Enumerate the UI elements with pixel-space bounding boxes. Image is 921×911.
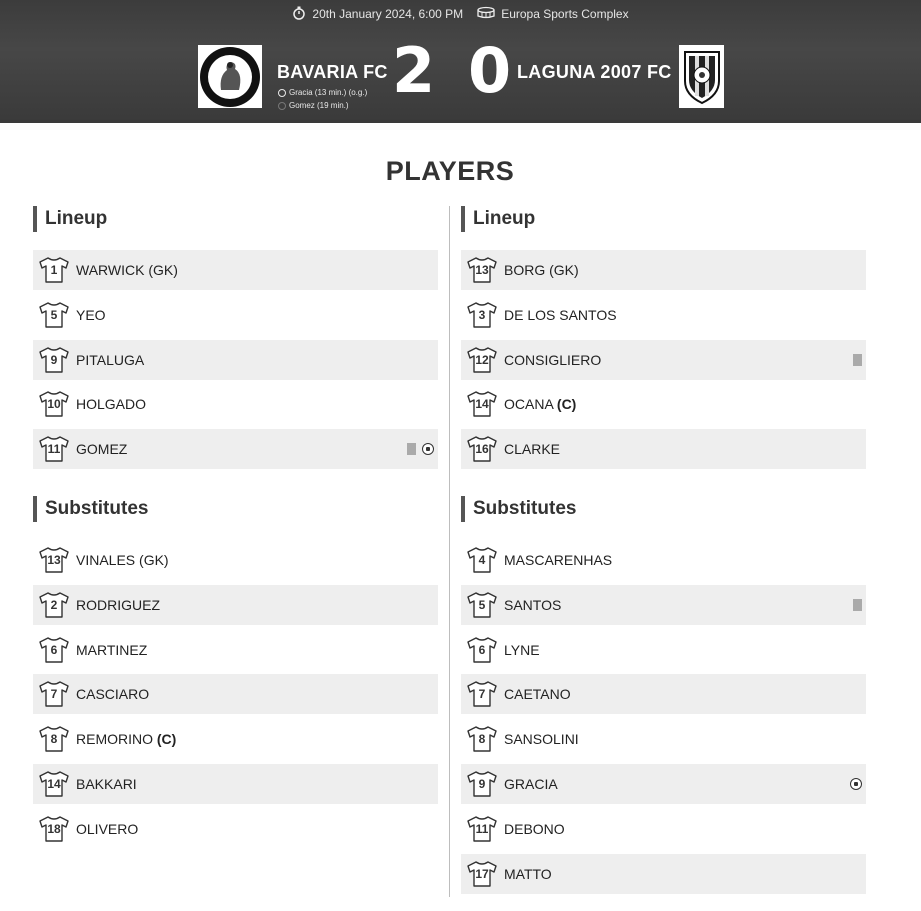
stopwatch-icon <box>292 6 312 23</box>
player-name[interactable] <box>504 552 612 568</box>
player-events <box>847 585 862 625</box>
ball-icon <box>278 102 286 110</box>
player-name[interactable] <box>504 352 601 368</box>
player-name-text: LYNE <box>504 641 540 658</box>
home-players-column <box>33 206 438 906</box>
player-row[interactable] <box>33 429 438 469</box>
home-team-crest[interactable] <box>198 45 262 108</box>
shirt-icon <box>39 771 69 797</box>
shirt-icon <box>39 547 69 573</box>
away-team-crest[interactable] <box>679 45 724 108</box>
scorer-text: Gracia (13 min.) (o.g.) <box>289 88 368 97</box>
substitutes-heading: Substitutes <box>33 496 148 522</box>
shirt-icon <box>39 436 69 462</box>
player-row[interactable] <box>461 630 866 670</box>
player-row[interactable] <box>461 719 866 759</box>
shirt-icon <box>39 637 69 663</box>
player-name[interactable] <box>504 642 540 658</box>
shirt-number: 17 <box>475 866 489 881</box>
player-name-text: BORG (GK) <box>504 262 579 278</box>
shirt-icon <box>467 592 497 618</box>
player-name[interactable] <box>76 642 147 658</box>
shirt-number: 11 <box>47 442 61 457</box>
player-row[interactable] <box>461 429 866 469</box>
player-row[interactable] <box>461 540 866 580</box>
player-name-text: GOMEZ <box>76 441 128 458</box>
player-name-text: CLARKE <box>504 441 561 458</box>
shirt-number: 5 <box>478 597 486 612</box>
player-row[interactable] <box>33 809 438 849</box>
player-row[interactable] <box>33 340 438 380</box>
player-name-text: WARWICK (GK) <box>76 262 178 278</box>
player-row[interactable] <box>461 340 866 380</box>
shirt-icon <box>467 637 497 663</box>
player-name-text: SANTOS <box>504 596 562 613</box>
lineup-heading: Lineup <box>33 206 107 232</box>
scorer-entry <box>278 99 367 112</box>
shirt-number: 14 <box>475 397 489 412</box>
player-name[interactable] <box>504 441 560 457</box>
player-events <box>844 764 862 804</box>
player-row[interactable] <box>461 295 866 335</box>
player-row[interactable] <box>461 585 866 625</box>
player-name[interactable] <box>504 776 558 792</box>
player-name-text: VINALES (GK) <box>76 552 169 568</box>
away-score: 0 <box>468 34 512 107</box>
shirt-number: 8 <box>478 732 486 747</box>
card-icon <box>853 599 862 611</box>
player-row[interactable] <box>461 854 866 894</box>
player-row[interactable] <box>33 295 438 335</box>
home-team-name[interactable]: BAVARIA FC <box>277 62 388 82</box>
shirt-number: 5 <box>50 307 58 322</box>
player-row[interactable] <box>33 719 438 759</box>
shirt-icon <box>467 816 497 842</box>
player-name[interactable] <box>76 552 169 568</box>
away-team-name[interactable]: LAGUNA 2007 FC <box>517 62 672 82</box>
shirt-number: 16 <box>475 442 489 457</box>
player-name-text: DE LOS SANTOS <box>504 306 617 323</box>
player-name-text: BAKKARI <box>76 776 137 792</box>
shirt-number: 10 <box>47 397 61 412</box>
shirt-icon <box>467 347 497 373</box>
goal-ball-icon <box>850 778 862 790</box>
scorer-text: Gomez (19 min.) <box>289 101 349 110</box>
match-venue-text: Europa Sports Complex <box>501 7 629 21</box>
player-row[interactable] <box>461 250 866 290</box>
match-header <box>0 0 921 123</box>
player-name-text: RODRIGUEZ <box>76 596 160 613</box>
player-row[interactable] <box>461 809 866 849</box>
bavaria-crest-icon <box>199 46 261 108</box>
player-name[interactable] <box>76 396 146 412</box>
shirt-icon <box>467 771 497 797</box>
shirt-number: 3 <box>478 307 486 322</box>
shirt-icon <box>467 391 497 417</box>
ball-icon <box>278 89 286 97</box>
player-name[interactable] <box>76 686 149 702</box>
player-name-text: OLIVERO <box>76 820 139 837</box>
player-name-text: OCANA <box>504 396 554 413</box>
shirt-icon <box>467 726 497 752</box>
player-name[interactable] <box>504 821 565 837</box>
player-name[interactable] <box>504 396 576 412</box>
shirt-icon <box>467 547 497 573</box>
player-row[interactable] <box>461 764 866 804</box>
shirt-number: 12 <box>475 352 489 367</box>
player-row[interactable] <box>33 630 438 670</box>
column-divider <box>449 206 450 897</box>
match-venue <box>477 6 628 23</box>
player-row[interactable] <box>33 384 438 424</box>
shirt-number: 4 <box>478 553 486 567</box>
player-name-text: REMORINO <box>76 731 153 748</box>
shirt-icon <box>39 592 69 618</box>
player-row[interactable] <box>461 384 866 424</box>
player-name[interactable] <box>76 731 176 747</box>
home-scorers <box>278 86 367 112</box>
shirt-icon <box>467 436 497 462</box>
lineup-heading: Lineup <box>461 206 535 232</box>
player-name-text: SANSOLINI <box>504 731 579 748</box>
players-title: PLAYERS <box>385 156 515 186</box>
player-name[interactable] <box>76 262 178 278</box>
player-name[interactable] <box>76 307 106 323</box>
card-icon <box>407 443 416 455</box>
card-icon <box>853 354 862 366</box>
player-name[interactable] <box>504 731 579 747</box>
shirt-number: 7 <box>478 687 486 702</box>
player-name[interactable] <box>504 686 571 702</box>
home-score: 2 <box>392 34 436 107</box>
shirt-number: 14 <box>47 777 61 791</box>
match-meta <box>0 5 921 23</box>
player-name[interactable] <box>504 597 561 613</box>
shirt-icon <box>39 302 69 328</box>
away-players-column <box>461 206 866 906</box>
shirt-number: 13 <box>475 263 489 277</box>
player-name-text: HOLGADO <box>76 396 147 413</box>
shirt-icon <box>39 726 69 752</box>
player-name[interactable] <box>504 307 617 323</box>
match-datetime-text: 20th January 2024, 6:00 PM <box>312 7 464 21</box>
shirt-number: 9 <box>478 777 486 791</box>
player-name[interactable] <box>76 441 127 457</box>
shirt-icon <box>467 861 497 887</box>
shirt-icon <box>39 681 69 707</box>
player-row[interactable] <box>33 540 438 580</box>
player-name[interactable] <box>76 597 160 613</box>
player-name[interactable] <box>504 262 579 278</box>
shirt-number: 6 <box>50 642 58 657</box>
player-name-text: CONSIGLIERO <box>504 351 602 368</box>
shirt-number: 6 <box>478 642 486 657</box>
substitutes-heading: Substitutes <box>461 496 576 522</box>
shirt-number: 7 <box>50 687 58 702</box>
goal-ball-icon <box>422 443 434 455</box>
player-name-text: DEBONO <box>504 820 565 837</box>
scorer-entry <box>278 86 367 99</box>
player-row[interactable] <box>33 674 438 714</box>
player-name[interactable] <box>76 352 144 368</box>
shirt-icon <box>39 816 69 842</box>
player-name-text: PITALUGA <box>76 351 145 368</box>
player-name-text: CASCIARO <box>76 686 150 703</box>
player-row[interactable] <box>33 250 438 290</box>
player-row[interactable] <box>33 764 438 804</box>
player-name-text: MASCARENHAS <box>504 552 613 568</box>
player-events <box>847 340 862 380</box>
player-row[interactable] <box>461 674 866 714</box>
shirt-number: 8 <box>50 732 58 747</box>
captain-badge: (C) <box>556 396 577 413</box>
shirt-number: 18 <box>47 821 61 836</box>
player-name[interactable] <box>76 776 137 792</box>
shirt-icon <box>467 302 497 328</box>
player-name-text: YEO <box>76 306 106 323</box>
player-name-text: MARTINEZ <box>76 641 148 658</box>
player-name[interactable] <box>504 866 552 882</box>
match-datetime <box>292 6 463 23</box>
player-events <box>401 429 434 469</box>
player-name-text: CAETANO <box>504 686 571 703</box>
shirt-icon <box>39 347 69 373</box>
player-name-text: GRACIA <box>504 776 558 792</box>
shirt-number: 1 <box>50 263 58 277</box>
stadium-icon <box>477 6 501 23</box>
laguna-crest-icon <box>682 49 722 105</box>
shirt-number: 11 <box>475 821 489 836</box>
shirt-icon <box>467 257 497 283</box>
captain-badge: (C) <box>156 731 177 748</box>
shirt-icon <box>39 391 69 417</box>
player-name[interactable] <box>76 821 138 837</box>
shirt-number: 9 <box>50 352 58 367</box>
shirt-number: 13 <box>47 553 61 567</box>
player-name-text: MATTO <box>504 865 552 882</box>
shirt-icon <box>39 257 69 283</box>
player-row[interactable] <box>33 585 438 625</box>
shirt-number: 2 <box>50 597 58 612</box>
shirt-icon <box>467 681 497 707</box>
